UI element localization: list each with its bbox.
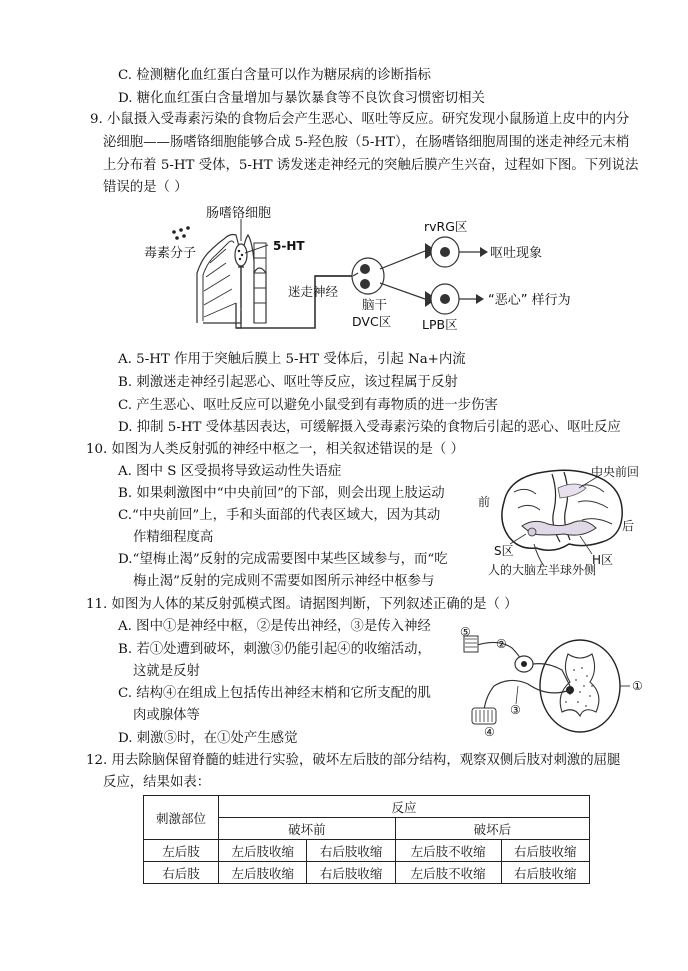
- q10-stem: 10. 如图为人类反射弧的神经中枢之一，相关叙述错误的是（ ）: [86, 442, 464, 457]
- table-cell: 右后肢收缩: [501, 840, 589, 862]
- table-cell: 右后肢收缩: [307, 862, 395, 884]
- fig10-front-label: 前: [478, 495, 491, 509]
- fig11-label-4: ④: [484, 725, 495, 739]
- fig10-caption: 人的大脑左半球外侧: [488, 563, 597, 577]
- q9-option-b: B. 刺激迷走神经引起恶心、呕吐等反应，该过程属于反射: [118, 375, 458, 390]
- q11-option-a: A. 图中①是神经中枢，②是传出神经，③是传入神经: [118, 619, 431, 634]
- q11-option-b-line2: 这就是反射: [133, 664, 200, 679]
- fig9-nausea-label: “恶心” 样行为: [488, 293, 571, 308]
- fig11-label-2: ②: [496, 637, 507, 651]
- fig10-back-label: 后: [622, 519, 635, 533]
- fig9-lpb-label: LPB区: [422, 317, 458, 332]
- q12-result-table: [143, 795, 590, 884]
- q9-figure: [140, 203, 600, 338]
- table-cell: 左后肢收缩: [219, 862, 307, 884]
- q11-stem: 11. 如图为人体的某反射弧模式图。请据图判断，下列叙述正确的是（ ）: [86, 597, 518, 612]
- q10-option-b: B. 如果刺激图中“中央前回”的下部，则会出现上肢运动: [118, 486, 445, 501]
- q10-brain-figure: [474, 462, 644, 580]
- q11-reflex-figure: [458, 624, 658, 742]
- table-cell: 左后肢不收缩: [395, 862, 501, 884]
- table-header-response: 反应: [219, 796, 590, 818]
- fig10-gyrus-label: 中央前回: [591, 465, 640, 479]
- q9-stem-line1: 9. 小鼠摄入受毒素污染的食物后会产生恶心、呕吐等反应。研究发现小鼠肠道上皮中的内分: [90, 112, 630, 127]
- q9-option-d: D. 抑制 5-HT 受体基因表达，可缓解摄入受毒素污染的食物后引起的恶心、呕吐反应: [118, 420, 621, 435]
- q11-option-d: D. 刺激⑤时，在①处产生感觉: [118, 731, 298, 746]
- q8-option-d: D. 糖化血红蛋白含量增加与暴饮暴食等不良饮食习惯密切相关: [118, 91, 485, 106]
- q8-option-c: C. 检测糖化血红蛋白含量可以作为糖尿病的诊断指标: [118, 68, 431, 83]
- table-cell: 左后肢: [144, 840, 219, 862]
- q9-stem-line2: 泌细胞——肠嗜铬细胞能够合成 5-羟色胺（5-HT），在肠嗜铬细胞周围的迷走神经元末梢: [103, 135, 630, 150]
- q9-stem-line4: 错误的是（ ）: [103, 180, 188, 195]
- fig9-brainstem-label: 脑干: [362, 297, 388, 312]
- q9-stem-line3: 上分布着 5-HT 受体，5-HT 诱发迷走神经元的突触后膜产生兴奋，过程如下图。下列说法: [103, 158, 639, 173]
- fig9-5ht-label: 5-HT: [273, 239, 305, 253]
- table-cell: 右后肢收缩: [501, 862, 589, 884]
- table-cell: 左后肢收缩: [219, 840, 307, 862]
- table-row: [144, 862, 590, 884]
- table-row: [144, 840, 590, 862]
- q9-option-a: A. 5-HT 作用于突触后膜上 5-HT 受体后，引起 Na+内流: [118, 352, 466, 367]
- q10-option-c-line2: 作精细程度高: [133, 530, 214, 545]
- q10-option-a: A. 图中 S 区受损将导致运动性失语症: [118, 464, 342, 479]
- table-cell: 右后肢: [144, 862, 219, 884]
- fig11-label-5: ⑤: [460, 625, 471, 639]
- q10-option-d-line1: D.“望梅止渴”反射的完成需要图中某些区域参与，而“吃: [118, 552, 448, 567]
- fig9-toxin-label: 毒素分子: [144, 246, 197, 261]
- fig11-label-3: ③: [510, 703, 521, 717]
- q9-option-c: C. 产生恶心、呕吐反应可以避免小鼠受到有毒物质的进一步伤害: [118, 398, 498, 413]
- q11-option-b-line1: B. 若①处遭到破坏，刺激③仍能引起④的收缩活动，: [118, 642, 431, 657]
- fig11-label-1: ①: [632, 679, 643, 693]
- table-header-row: [144, 796, 590, 818]
- fig9-vomit-label: 呕吐现象: [490, 246, 543, 261]
- q12-stem-line2: 反应，结果如表：: [103, 775, 211, 790]
- table-header-site: 刺激部位: [144, 796, 219, 840]
- q10-option-d-line2: 梅止渴”反射的完成则不需要如图所示神经中枢参与: [133, 574, 435, 589]
- q11-option-c-line2: 肉或腺体等: [133, 708, 200, 723]
- table-header-after: 破坏后: [395, 818, 589, 840]
- q11-option-c-line1: C. 结构④在组成上包括传出神经末梢和它所支配的肌: [118, 686, 431, 701]
- fig9-rvrg-label: rvRG区: [424, 219, 468, 234]
- fig9-cell-label: 肠嗜铬细胞: [206, 206, 272, 221]
- fig9-vagus-label: 迷走神经: [288, 284, 339, 299]
- table-header-before: 破坏前: [219, 818, 396, 840]
- fig10-s-label: S区: [494, 544, 514, 558]
- fig9-dvc-label: DVC区: [352, 314, 392, 329]
- q12-stem-line1: 12. 用去除脑保留脊髓的蛙进行实验，破坏左后肢的部分结构，观察双侧后肢对刺激的屈腿: [86, 753, 621, 768]
- table-cell: 左后肢不收缩: [395, 840, 501, 862]
- table-cell: 右后肢收缩: [307, 840, 395, 862]
- q10-option-c-line1: C.“中央前回”上，手和头面部的代表区域大，因为其动: [118, 508, 441, 523]
- fig10-h-label: H区: [592, 553, 614, 567]
